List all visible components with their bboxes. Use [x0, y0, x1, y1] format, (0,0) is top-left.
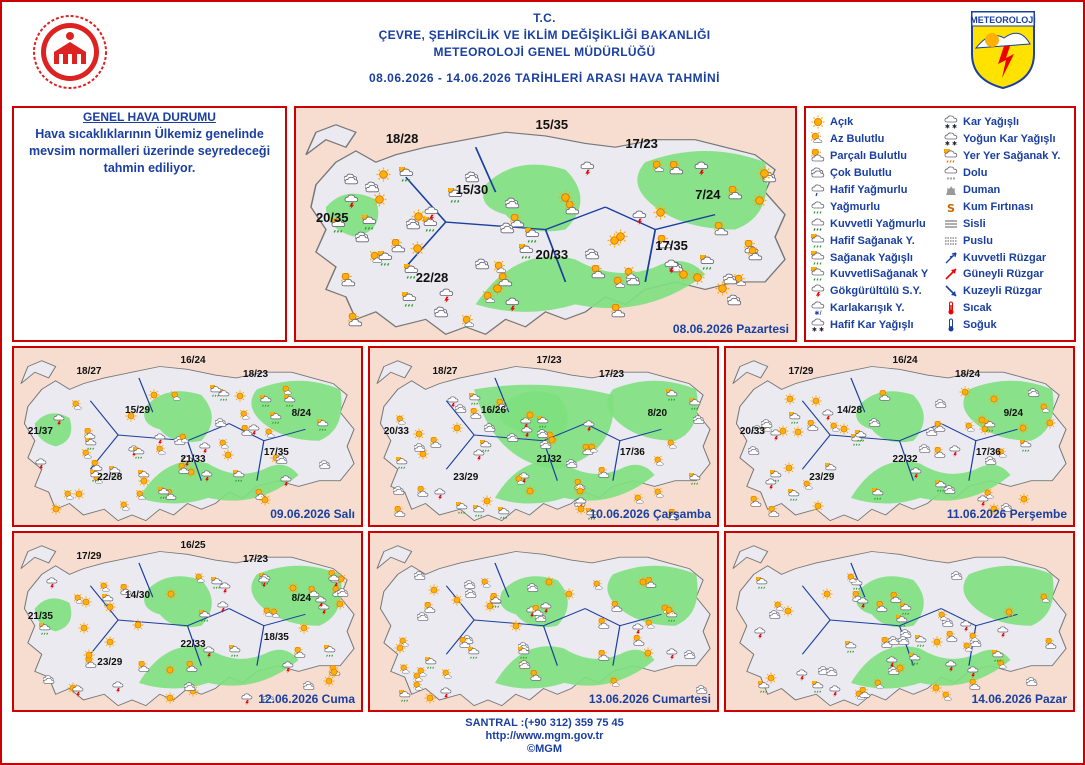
light-shower-icon	[811, 234, 825, 248]
mgm-logo-icon	[970, 10, 1036, 90]
hail-icon	[944, 166, 958, 180]
legend-item	[944, 182, 1076, 199]
temperature-label: 14/28	[837, 404, 863, 416]
forecast-dates: 08.06.2026 - 14.06.2026 TARİHLERİ ARASI HAVA TAHMİNİ	[369, 71, 720, 85]
temperature-label: 23/29	[809, 471, 835, 483]
svg-text:✱/: ✱/	[814, 310, 822, 316]
forecast-map-day-4	[724, 346, 1075, 527]
legend-item	[944, 300, 1076, 317]
light-snow-icon	[811, 318, 825, 332]
legend-label: Yer Yer Sağanak Y.	[963, 150, 1061, 163]
temperature-label: 17/29	[788, 365, 814, 377]
strong-wind-icon	[944, 251, 958, 265]
partly-cloudy-icon	[811, 149, 825, 163]
temperature-label: 8/20	[647, 408, 668, 420]
temperature-label: 20/33	[383, 425, 409, 437]
legend-item	[811, 283, 943, 300]
temperature-label: 23/29	[453, 471, 479, 483]
heavy-snow-icon	[944, 132, 958, 146]
legend-label: Az Bulutlu	[830, 133, 885, 146]
south-wind-icon	[944, 267, 958, 281]
temperature-label: 20/33	[739, 425, 765, 437]
temperature-label: 14/30	[125, 589, 151, 601]
legend-label: Kar Yağışlı	[963, 116, 1020, 129]
legend-label: Güneyli Rüzgar	[963, 268, 1044, 281]
legend-label: Sisli	[963, 217, 986, 230]
legend-item	[811, 300, 943, 317]
temperature-label: 23/29	[97, 656, 123, 668]
hot-icon	[944, 301, 958, 315]
temperature-label: 8/24	[291, 593, 312, 605]
footer-copyright: ©MGM	[527, 743, 562, 755]
legend-item	[811, 182, 943, 199]
legend-label: Hafif Yağmurlu	[830, 184, 908, 196]
cold-icon	[944, 318, 958, 332]
ministry-name: ÇEVRE, ŞEHİRCİLİK VE İKLİM DEĞİŞİKLİĞİ BAKANLIĞI	[378, 28, 711, 42]
map-date-label: 14.06.2026 Pazar	[971, 692, 1067, 706]
legend-label: KuvvetliSağanak Y	[830, 268, 929, 281]
temperature-label: 9/24	[1003, 408, 1024, 420]
legend-panel	[804, 106, 1076, 342]
forecast-map-day-5	[12, 531, 363, 712]
footer-url[interactable]: http://www.mgm.gov.tr	[485, 730, 604, 742]
legend-item	[811, 266, 943, 283]
thrace-landmass	[733, 546, 768, 569]
legend-label: Gökgürültülü S.Y.	[830, 285, 922, 298]
legend-item	[944, 249, 1076, 266]
sandstorm-icon	[944, 200, 958, 214]
legend-label: Karlakarışık Y.	[830, 302, 905, 315]
general-weather-text: Hava sıcaklıklarının Ülkemiz genelinde mevsim normalleri üzerinde seyredeceği tahmin ediliyor.	[28, 127, 271, 175]
temperature-label: 15/35	[535, 117, 569, 133]
thrace-landmass	[377, 546, 412, 569]
haze-icon	[944, 234, 958, 248]
temperature-label: 15/30	[455, 182, 489, 198]
legend-item	[944, 215, 1076, 232]
legend-item	[944, 131, 1076, 148]
temperature-label: 17/23	[243, 554, 269, 566]
north-wind-icon	[944, 284, 958, 298]
thrace-landmass	[377, 361, 412, 384]
legend-item	[811, 148, 943, 165]
temperature-label: 17/36	[619, 447, 645, 459]
temperature-label: 17/23	[536, 355, 562, 367]
forecast-map-day-6	[368, 531, 719, 712]
thrace-landmass	[733, 361, 768, 384]
heavy-shower-icon	[811, 267, 825, 281]
svg-text:✱ ✱: ✱ ✱	[944, 123, 958, 130]
legend-item	[811, 215, 943, 232]
general-weather-panel	[12, 106, 287, 342]
shower-icon	[811, 251, 825, 265]
thrace-landmass	[306, 125, 356, 155]
legend-label: Kum Fırtınası	[963, 200, 1034, 213]
legend-label: Yağmurlu	[830, 200, 881, 213]
temperature-label: 18/27	[76, 365, 102, 377]
few-clouds-icon	[811, 132, 825, 146]
temperature-label: 16/25	[180, 540, 206, 552]
legend-label: Kuvvetli Rüzgar	[963, 251, 1047, 264]
legend-item	[811, 198, 943, 215]
temperature-label: 18/28	[385, 131, 419, 147]
legend-label: Açık	[830, 116, 854, 129]
temperature-label: 20/33	[535, 247, 569, 263]
temperature-label: 21/37	[27, 425, 53, 437]
thrace-landmass	[21, 361, 56, 384]
legend-column-1	[811, 114, 943, 334]
smoke-icon	[944, 183, 958, 197]
legend-item	[944, 198, 1076, 215]
sun-icon	[811, 115, 825, 129]
temperature-label: 17/36	[975, 447, 1001, 459]
snow-icon	[944, 115, 958, 129]
legend-item	[944, 266, 1076, 283]
fog-icon	[944, 217, 958, 231]
map-date-label: 09.06.2026 Salı	[270, 507, 355, 521]
footer	[2, 717, 1085, 756]
temperature-label: 8/24	[291, 408, 312, 420]
general-weather-title: GENEL HAVA DURUMU	[83, 110, 216, 124]
legend-item	[811, 131, 943, 148]
temperature-label: 17/35	[263, 447, 289, 459]
sleet-icon	[811, 301, 825, 315]
thunder-icon	[811, 284, 825, 298]
map-date-label: 11.06.2026 Perşembe	[946, 507, 1067, 521]
temperature-label: 22/32	[892, 454, 918, 466]
footer-phone: SANTRAL :(+90 312) 359 75 45	[465, 717, 624, 729]
mgm-logo-text: METEOROLOJİ	[970, 15, 1036, 25]
forecast-map-day-1	[294, 106, 797, 342]
light-rain-icon	[811, 183, 825, 197]
temperature-label: 16/24	[180, 355, 206, 367]
temperature-label: 18/23	[243, 369, 269, 381]
legend-item	[944, 148, 1076, 165]
legend-item	[944, 165, 1076, 182]
legend-item	[811, 317, 943, 334]
map-date-label: 10.06.2026 Çarşamba	[589, 507, 711, 521]
temperature-label: 17/23	[599, 369, 625, 381]
legend-label: Parçalı Bulutlu	[830, 150, 908, 163]
temperature-label: 22/33	[180, 639, 206, 651]
forecast-map-day-2	[12, 346, 363, 527]
legend-item	[944, 114, 1076, 131]
forecast-map-day-7	[724, 531, 1075, 712]
legend-label: Dolu	[963, 167, 988, 180]
temperature-label: 21/33	[180, 454, 206, 466]
legend-item	[811, 232, 943, 249]
temperature-label: 22/28	[415, 270, 449, 286]
rain-icon	[811, 200, 825, 214]
map-date-label: 08.06.2026 Pazartesi	[672, 322, 789, 336]
map-date-label: 13.06.2026 Cumartesi	[588, 692, 711, 706]
legend-item	[944, 283, 1076, 300]
temperature-label: 15/29	[125, 404, 151, 416]
header	[2, 10, 1085, 87]
cloudy-icon	[811, 166, 825, 180]
legend-item	[811, 249, 943, 266]
temperature-label: 17/35	[655, 237, 688, 253]
temperature-label: 18/24	[955, 369, 981, 381]
temperature-label: 18/35	[263, 632, 289, 644]
forecast-map-day-3	[368, 346, 719, 527]
thrace-landmass	[21, 546, 56, 569]
legend-label: Duman	[963, 184, 1001, 196]
legend-item	[811, 165, 943, 182]
temperature-label: 18/27	[432, 365, 458, 377]
legend-label: Çok Bulutlu	[830, 167, 892, 180]
legend-label: Hafif Sağanak Y.	[830, 234, 915, 247]
legend-column-2	[944, 114, 1076, 334]
temperature-label: 21/32	[536, 454, 562, 466]
temperature-label: 17/23	[625, 135, 658, 151]
legend-label: Kuvvetli Yağmurlu	[830, 217, 926, 230]
legend-label: Soğuk	[963, 319, 997, 332]
directorate-name: METEOROLOJİ GENEL MÜDÜRLÜĞÜ	[433, 45, 656, 59]
temperature-label: 7/24	[695, 186, 721, 202]
svg-text:✱ ✱: ✱ ✱	[811, 326, 825, 333]
legend-item	[944, 317, 1076, 334]
temperature-label: 20/35	[315, 210, 349, 226]
legend-label: Yoğun Kar Yağışlı	[963, 133, 1056, 146]
temperature-label: 16/26	[481, 404, 507, 416]
temperature-label: 17/29	[76, 550, 102, 562]
map-date-label: 12.06.2026 Cuma	[258, 692, 355, 706]
legend-label: Sağanak Yağışlı	[830, 251, 913, 264]
legend-label: Kuzeyli Rüzgar	[963, 285, 1042, 298]
header-line1: T.C.	[533, 11, 556, 25]
svg-text:✱ ✱: ✱ ✱	[944, 140, 958, 147]
temperature-label: 22/28	[97, 471, 123, 483]
heavy-rain-icon	[811, 217, 825, 231]
temperature-label: 21/35	[27, 610, 53, 622]
local-shower-icon	[944, 149, 958, 163]
temperature-label: 16/24	[892, 355, 918, 367]
legend-label: Hafif Kar Yağışlı	[830, 319, 914, 332]
legend-label: Sıcak	[963, 302, 992, 315]
legend-label: Puslu	[963, 234, 993, 247]
legend-item	[944, 232, 1076, 249]
legend-item	[811, 114, 943, 131]
svg-text:S: S	[947, 201, 955, 214]
